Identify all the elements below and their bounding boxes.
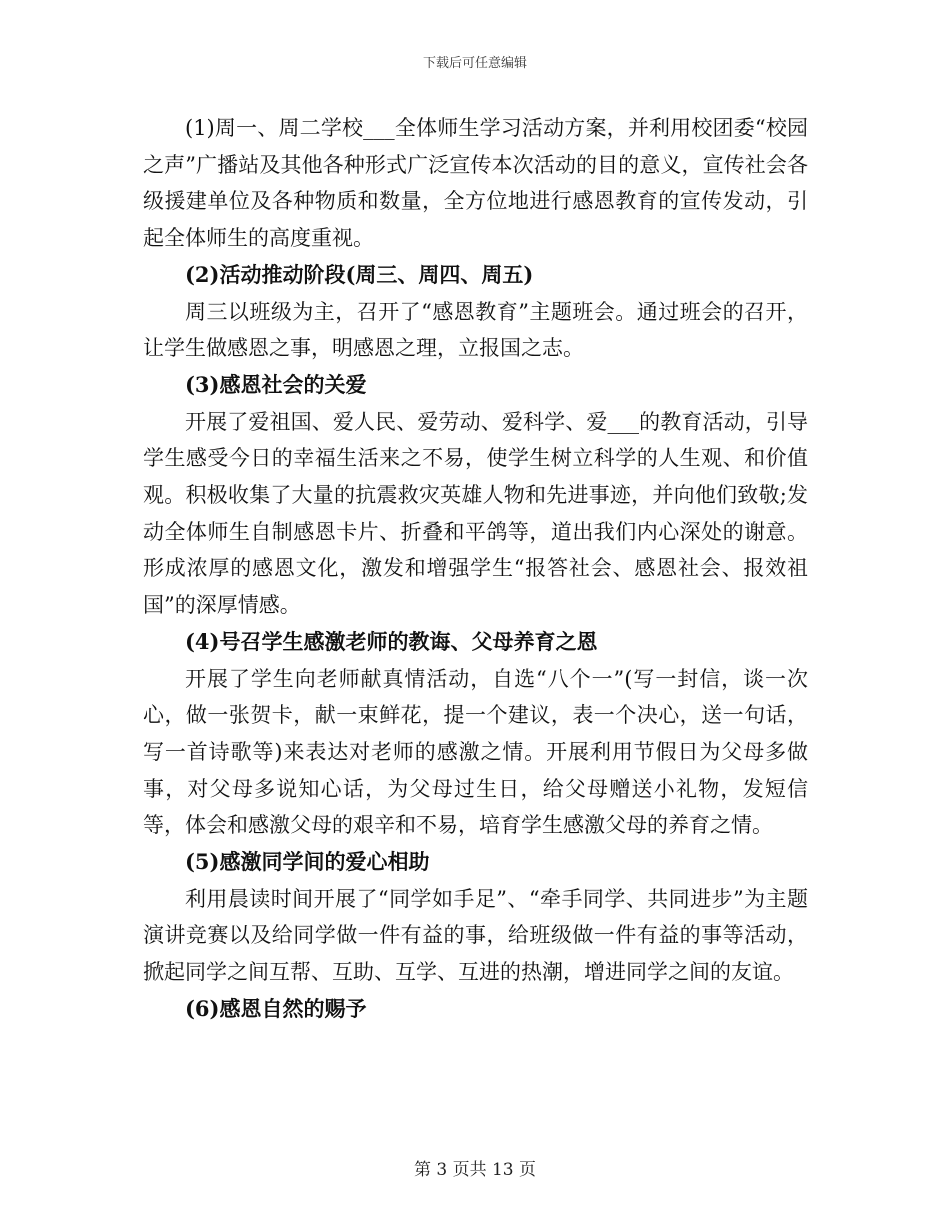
paragraph-2: 周三以班级为主，召开了“感恩教育”主题班会。通过班会的召开，让学生做感恩之事，明感恩之理，立报国之志。 — [143, 299, 808, 361]
page-header: 下载后可任意编辑 — [422, 56, 527, 71]
heading-5: (5)感激同学间的爱心相助 — [185, 849, 430, 875]
paragraph-1: (1)周一、周二学校___全体师生学习活动方案，并利用校团委“校园之声”广播站及其他各种形式广泛宣传本次活动的目的意义，宣传社会各级援建单位及各种物质和数量，全方位地进行感恩教育的宣传发动，引起全体师生的高度重视。 — [143, 116, 808, 251]
heading-2: (2)活动推动阶段(周三、周四、周五) — [185, 261, 534, 287]
paragraph-5: 利用晨读时间开展了“同学如手足”、“牵手同学、共同进步”为主题演讲竞赛以及给同学做一件有益的事，给班级做一件有益的事等活动，掀起同学之间互帮、互助、互学、互进的热潮，增进同学之间的友谊。 — [143, 886, 808, 985]
heading-3: (3)感恩社会的关爱 — [185, 371, 367, 397]
heading-4: (4)号召学生感激老师的教诲、父母养育之恩 — [185, 628, 598, 654]
page-footer: 第 3 页共 13 页 — [413, 1160, 537, 1180]
paragraph-3: 开展了爱祖国、爱人民、爱劳动、爱科学、爱___的教育活动，引导学生感受今日的幸福生活来之不易，使学生树立科学的人生观、和价值观。积极收集了大量的抗震救灾英雄人物和先进事迹，并向他们致敬;发动全体师生自制感恩卡片、折叠和平鸽等，道出我们内心深处的谢意。形成浓厚的感恩文化，激发和增强学生“报答社会、感恩社会、报效祖国”的深厚情感。 — [143, 409, 808, 618]
paragraph-4: 开展了学生向老师献真情活动，自选“八个一”(写一封信，谈一次心，做一张贺卡，献一束鲜花，提一个建议，表一个决心，送一句话，写一首诗歌等)来表达对老师的感激之情。开展利用节假日为父母多做事，对父母多说知心话，为父母过生日，给父母赠送小礼物，发短信等，体会和感激父母的艰辛和不易，培育学生感激父母的养育之情。 — [143, 666, 808, 838]
heading-6: (6)感恩自然的赐予 — [185, 995, 367, 1021]
document-body — [143, 110, 808, 1028]
